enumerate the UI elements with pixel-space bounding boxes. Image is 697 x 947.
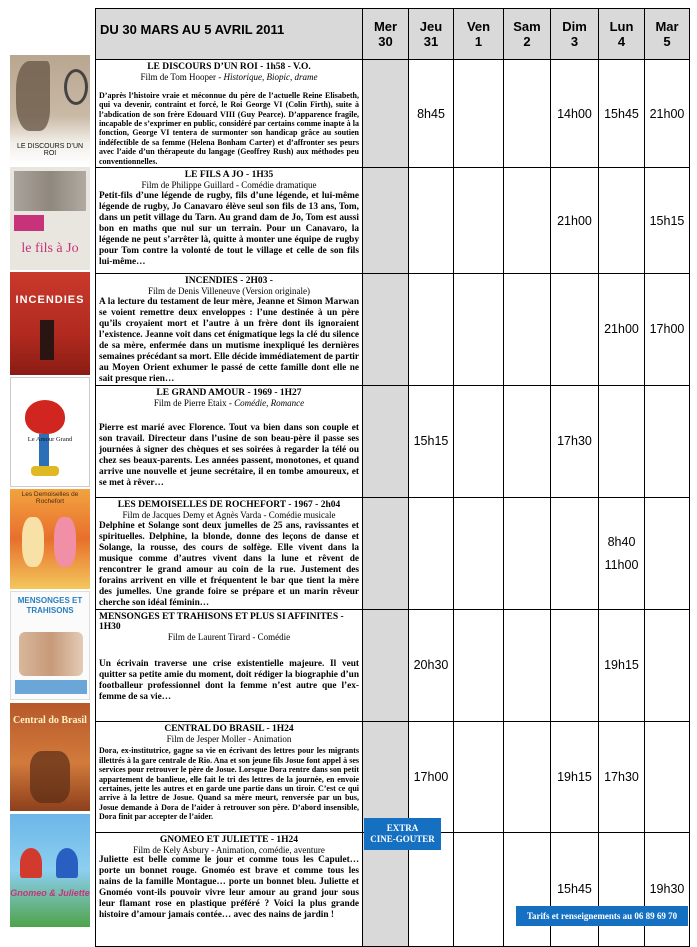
film-credits: Film de Jesper Moller - Animation (166, 734, 292, 745)
showtime-ven (454, 609, 504, 721)
showtime-lun (599, 832, 645, 946)
film-synopsis: Pierre est marié avec Florence. Tout va bien dans son couple et son travail. Directeur dans l’usine de son beau-père il passe ses journées à signer des chèques et ses soirées à regarder la télé ou chez ses beaux-parents. Les années passent, monotones, et quand arrive une nouvelle et jeune secrétaire, il en tombe amoureux, et se met à rêver… (99, 422, 359, 488)
film-title: LE DISCOURS D’UN ROI - 1h58 - V.O. (147, 62, 311, 72)
showtime-sam (504, 609, 551, 721)
extra-cine-gouter-badge: EXTRA CINE-GOUTER (364, 818, 441, 850)
showtime-jeu: 20h30 (409, 609, 454, 721)
film-row (96, 168, 690, 274)
showtime-mar: 15h15 (645, 168, 690, 274)
poster-title: Central do Brasil (13, 715, 87, 726)
showtime-lun-first: 8h40 (607, 534, 636, 549)
film-credits: Film de Denis Villeneuve (Version originale) (147, 286, 310, 297)
showtime-lun: 15h45 (599, 60, 645, 168)
header-row (96, 9, 690, 60)
showtime-ven (454, 274, 504, 386)
poster-incendies (10, 272, 90, 375)
showtime-dim (551, 497, 599, 609)
showtime-lun (599, 497, 645, 609)
showtime-ven (454, 168, 504, 274)
showtime-dim: 14h00 (551, 60, 599, 168)
poster-title: INCENDIES (15, 294, 85, 306)
schedule-table (95, 8, 690, 947)
film-title: INCENDIES - 2H03 - (185, 276, 273, 286)
film-row (96, 497, 690, 609)
showtime-lun-second: 11h00 (604, 557, 639, 572)
poster-title: LE DISCOURS D’UN ROI (16, 143, 84, 157)
showtime-mar: 17h00 (645, 274, 690, 386)
showtime-ven (454, 721, 504, 832)
showtime-jeu (409, 168, 454, 274)
film-description (96, 497, 363, 609)
day-header-dim: Dim 3 (551, 9, 599, 60)
poster-title: MENSONGES ET TRAHISONS (17, 596, 83, 615)
film-credits: Film de Philippe Guillard - Comédie dramatique (141, 180, 317, 191)
film-description (96, 385, 363, 497)
film-title: CENTRAL DO BRASIL - 1H24 (164, 723, 294, 734)
film-row (96, 60, 690, 168)
showtime-dim: 21h00 (551, 168, 599, 274)
film-row (96, 385, 690, 497)
day-header-jeu: Jeu 31 (409, 9, 454, 60)
showtime-lun (599, 168, 645, 274)
poster-title: Gnomeo & Juliette (10, 888, 90, 898)
showtime-jeu (409, 497, 454, 609)
day-header-mer: Mer 30 (363, 9, 409, 60)
showtime-mer (363, 609, 409, 721)
poster-mensonges-et-trahisons (10, 591, 90, 700)
film-synopsis: Un écrivain traverse une crise existentielle majeure. Il veut quitter sa petite amie du moment, doit rédiger la biographie d’un footballeur professionnel dont la femme n’est autre que l’ex-femme de sa vie… (99, 658, 359, 702)
showtime-jeu (409, 274, 454, 386)
showtime-ven (454, 497, 504, 609)
showtime-sam (504, 497, 551, 609)
day-header-ven: Ven 1 (454, 9, 504, 60)
showtime-dim: 19h15 (551, 721, 599, 832)
film-synopsis: A la lecture du testament de leur mère, Jeanne et Simon Marwan se voient remettre deux enveloppes : l’une destinée à un père qu’ils croyaient mort et l’autre à un frère dont ils ignoraient l’existence. Jeanne voit dans cet énigmatique legs la clé du silence de sa mère, enfermée dans un mutisme inexpliqué les dernières semaines précédant sa mort. Elle décide immédiatement de partir au Moyen Orient exhumer le passé de cette famille dont elle ne sait presque rien… (99, 296, 359, 384)
film-synopsis: Dora, ex-institutrice, gagne sa vie en écrivant des lettres pour les migrants illettrés à la gare centrale de Rio. Ana et son jeune fils Josue font appel à ses services pour retrouver le père de Josue. Lorsque Dora rentre dans son petit appartement de banlieue, elle fait le tri des lettres de la journée, en envoie certaines, jette les autres et en garde une partie dans un tiroir. C’est ce qui arrive à la lettre de Josue. Quand sa mère meurt, renversée par un bus, Josue demande à Dora de l’aider à retrouver son père. D’abord insensible, Dora finit par accepter de l’aider. (99, 746, 359, 822)
showtime-dim (551, 609, 599, 721)
showtime-mer (363, 168, 409, 274)
day-header-mar: Mar 5 (645, 9, 690, 60)
film-description (96, 609, 363, 721)
film-credits: Film de Tom Hooper - Historique, Biopic, drame (140, 72, 318, 83)
showtime-mer (363, 497, 409, 609)
film-credits: Film de Jacques Demy et Agnès Varda - Comédie musicale (122, 510, 336, 521)
poster-gnomeo-et-juliette (10, 814, 90, 927)
showtime-lun: 21h00 (599, 274, 645, 386)
film-synopsis: Delphine et Solange sont deux jumelles de 25 ans, ravissantes et spirituelles. Delphine, la blonde, donne des leçons de danse et Solange, la rousse, des cours de solfège. Elle vivent dans la musique comme d’autres vivent dans la lune et rêvent de rencontrer le grand amour au coin de la rue. Justement des forains arrivent en ville et fréquentent le bar que tient la mère des jumelles. Une grande foire se prépare et un marin rêveur cherche son idéal féminin… (99, 520, 359, 608)
showtime-mar (645, 721, 690, 832)
showtime-mer (363, 274, 409, 386)
film-title: MENSONGES ET TRAHISONS ET PLUS SI AFFINITES - 1H30 (99, 611, 344, 633)
poster-central-do-brasil (10, 703, 90, 811)
showtime-lun: 17h30 (599, 721, 645, 832)
showtime-mer (363, 385, 409, 497)
film-row (96, 609, 690, 721)
film-description (96, 60, 363, 168)
tarifs-info-badge: Tarifs et renseignements au 06 89 69 70 (516, 906, 688, 926)
day-header-sam: Sam 2 (504, 9, 551, 60)
showtime-sam (504, 385, 551, 497)
film-description (96, 832, 363, 946)
showtime-mer (363, 60, 409, 168)
showtime-jeu: 17h00 (409, 721, 454, 832)
showtime-lun (599, 385, 645, 497)
poster-fils-a-jo (10, 167, 90, 270)
showtime-dim (551, 274, 599, 386)
showtime-ven (454, 60, 504, 168)
film-description (96, 721, 363, 832)
showtime-sam (504, 274, 551, 386)
showtime-mer (363, 721, 409, 832)
showtime-mar (645, 497, 690, 609)
showtime-lun: 19h15 (599, 609, 645, 721)
film-credits: Film de Kely Asbury - Animation, comédie, aventure (133, 845, 325, 856)
showtime-sam (504, 721, 551, 832)
film-description (96, 274, 363, 386)
film-title: LES DEMOISELLES DE ROCHEFORT - 1967 - 2h04 (117, 499, 341, 510)
poster-grand-amour (10, 377, 90, 487)
film-row (96, 721, 690, 832)
poster-discours-d-un-roi (10, 55, 90, 165)
film-credits: Film de Pierre Etaix - Comédie, Romance (153, 398, 305, 409)
film-synopsis: Petit-fils d’une légende de rugby, fils d’une légende, et lui-même légende de rugby, Jo Canavaro élève seul son fils de 13 ans, Tom, dans un petit village du Tarn. Au grand dam de Jo, Tom est aussi bon en maths que nul sur un terrain. Pour un Canavaro, la légende ne peut s’arrêter là, quitte à monter une équipe de rugby pour Tom contre la volonté de tout le village et celle de son fils lui-même… (99, 190, 359, 267)
film-synopsis: Juliette est belle comme le jour et comme tous les Capulet… porte un bonnet rouge. Gnoméo est brave et comme tous les nains de la famille Montague… porte un bonnet bleu. Juliette et Gnoméo vont-ils pouvoir vivre leur amour au grand jour sous leur flamant rose en plastique préféré ? Voici la plus grande histoire d’amour jamais contée… avec des nains de jardin ! (99, 855, 359, 921)
poster-title: le fils à Jo (21, 241, 79, 256)
showtime-dim: 15h45 (551, 832, 599, 946)
showtime-mar (645, 385, 690, 497)
film-row (96, 274, 690, 386)
showtime-jeu: 8h45 (409, 60, 454, 168)
day-header-lun: Lun 4 (599, 9, 645, 60)
showtime-dim: 17h30 (551, 385, 599, 497)
showtime-mar (645, 609, 690, 721)
showtime-ven (454, 385, 504, 497)
showtime-sam (504, 60, 551, 168)
poster-demoiselles-de-rochefort (10, 489, 90, 589)
poster-title: Le Amour Grand (27, 436, 73, 443)
period-title: DU 30 MARS AU 5 AVRIL 2011 (96, 9, 363, 60)
poster-title: Les Demoiselles de Rochefort (21, 491, 79, 505)
showtime-ven (454, 832, 504, 946)
showtime-sam (504, 168, 551, 274)
showtime-jeu: 15h15 (409, 385, 454, 497)
showtime-mar: 19h30 (645, 832, 690, 946)
showtime-sam (504, 832, 551, 946)
film-credits: Film de Laurent Tirard - Comédie (167, 632, 291, 643)
film-title: GNOMEO ET JULIETTE - 1H24 (159, 834, 299, 845)
film-synopsis: D’après l’histoire vraie et méconnue du père de l’actuelle Reine Elisabeth, qui va devenir, contraint et forcé, le Roi George VI (Colin Firth), suite à l’abdication de son frère Edouard VIII (Guy Pearce). D’apparence fragile, incapable de s’exprimer en public, considéré par certains comme inapte à la fonction, George VI tentera de surmonter son handicap grâce au soutien indéfectible de sa femme (Helena Bonham Carter) et d’affronter ses peurs avec l’aide d’un thérapeute du langage (Geoffrey Rush) aux méthodes peu conventionnelles. (99, 90, 359, 166)
film-description (96, 168, 363, 274)
film-title: LE GRAND AMOUR - 1969 - 1H27 (156, 387, 302, 398)
film-title: LE FILS A JO - 1H35 (184, 170, 274, 180)
showtime-mar: 21h00 (645, 60, 690, 168)
